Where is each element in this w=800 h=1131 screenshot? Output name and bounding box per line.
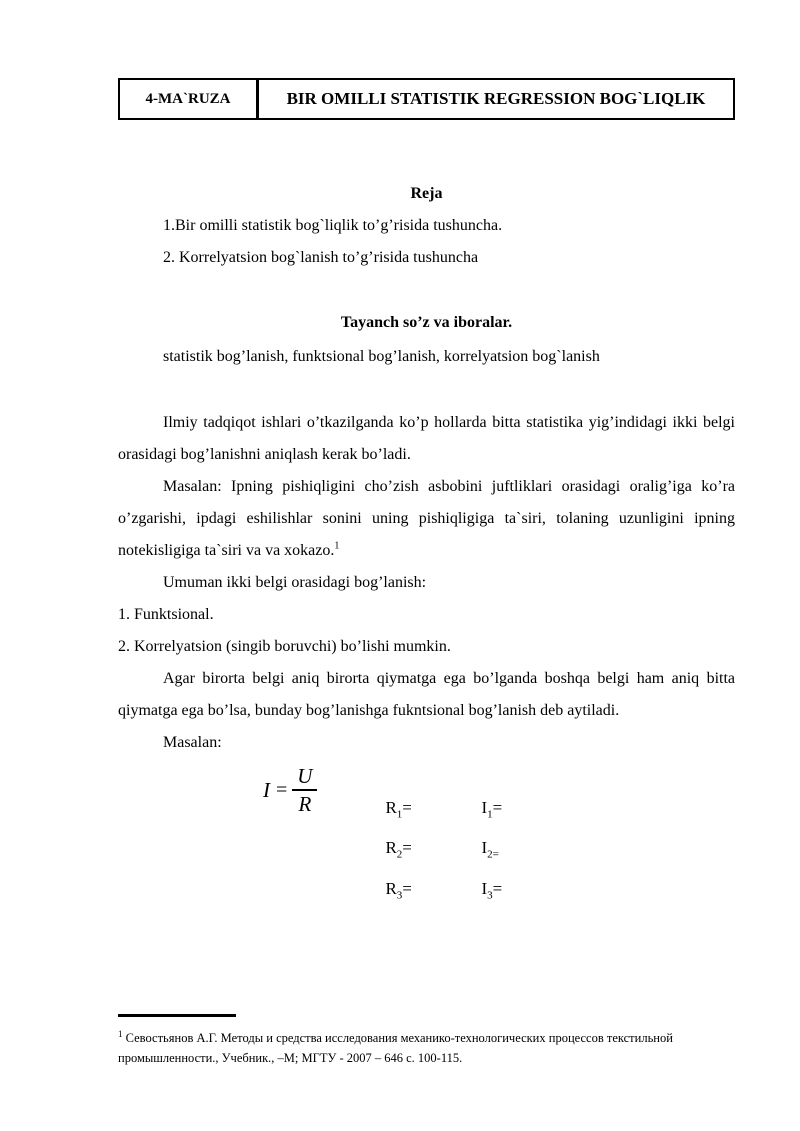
lecture-number-cell: 4-MA`RUZA <box>120 80 258 118</box>
reja-item-1: 1.Bir omilli statistik bog`liqlik to’g’risida tushuncha. <box>163 217 503 234</box>
keywords-heading: Tayanch so’z va iboralar. <box>340 314 513 331</box>
equation-row-3 <box>385 872 571 912</box>
footnote-reference: 1 <box>334 540 340 552</box>
formula-denominator: R <box>298 792 312 816</box>
list-item-2: 2. Korrelyatsion (singib boruvchi) bo’lishi mumkin. <box>118 638 451 655</box>
footnote-body: Севостьянов А.Г. Методы и средства исследования механико-технологических процессов текстильной промышленности., Учебник., –М; МГТУ - 2007 – 646 с. 100-115. <box>118 1031 673 1066</box>
keywords-text: statistik bog’lanish, funktsional bog’lanish, korrelyatsion bog`lanish <box>163 348 600 365</box>
formula-area <box>118 765 735 912</box>
equation-row-1 <box>385 791 571 831</box>
equation-r1: $R_1=$ <box>385 798 412 821</box>
list-item-1: 1. Funktsional. <box>118 606 214 623</box>
equation-i3: $I_3=$ <box>481 878 503 902</box>
formula-numerator: U <box>292 765 317 791</box>
paragraph-2 <box>118 471 735 567</box>
equation-r2: $R_2=$ <box>385 838 412 861</box>
reja-item-2: 2. Korrelyatsion bog`lanish to’g’risida tushuncha <box>163 249 479 266</box>
formula-equals-sign: = <box>276 778 288 801</box>
paragraph-1: Ilmiy tadqiqot ishlari o’tkazilganda ko’p hollarda bitta statistika yig’indidagi ikki belgi orasidagi bog’lanishni aniqlash kerak bo’ladi. <box>118 414 735 463</box>
equation-row-2 <box>385 831 571 871</box>
footnote-separator-rule <box>118 1014 236 1017</box>
formula-fraction <box>292 765 317 815</box>
equation-list <box>385 791 571 912</box>
footnote-marker: 1 <box>118 1029 123 1039</box>
equation-i2: $I_{2=}$ <box>481 838 499 861</box>
equation-i1: $I_1=$ <box>481 798 503 821</box>
footnote-area <box>118 1014 735 1068</box>
reja-heading: Reja <box>410 185 443 202</box>
equation-r3: $R_3=$ <box>385 878 412 902</box>
paragraph-5: Masalan: <box>163 734 222 751</box>
header-table <box>118 78 735 120</box>
formula-i-equals-u-over-r <box>263 765 317 815</box>
formula-lhs: I <box>263 777 270 802</box>
lecture-title-cell: BIR OMILLI STATISTIK REGRESSION BOG`LIQLIK <box>258 80 733 118</box>
footnote-text <box>118 1024 735 1068</box>
paragraph-2-text: Masalan: Ipning pishiqligini cho’zish asbobini juftliklari orasidagi oralig’iga ko’ra o’zgarishi, ipdagi eshilishlar sonini uning pishiqligiga ta`siri, tolaning uzunligini ipning notekisligiga ta`siri va va xokazo. <box>118 478 735 559</box>
paragraph-4: Agar birorta belgi aniq birorta qiymatga ega bo’lganda boshqa belgi ham aniq bitta qiymatga ega bo’lsa, bunday bog’lanishga fukntsional bog’lanish deb aytiladi. <box>118 670 735 719</box>
paragraph-3: Umuman ikki belgi orasidagi bog’lanish: <box>163 574 427 591</box>
